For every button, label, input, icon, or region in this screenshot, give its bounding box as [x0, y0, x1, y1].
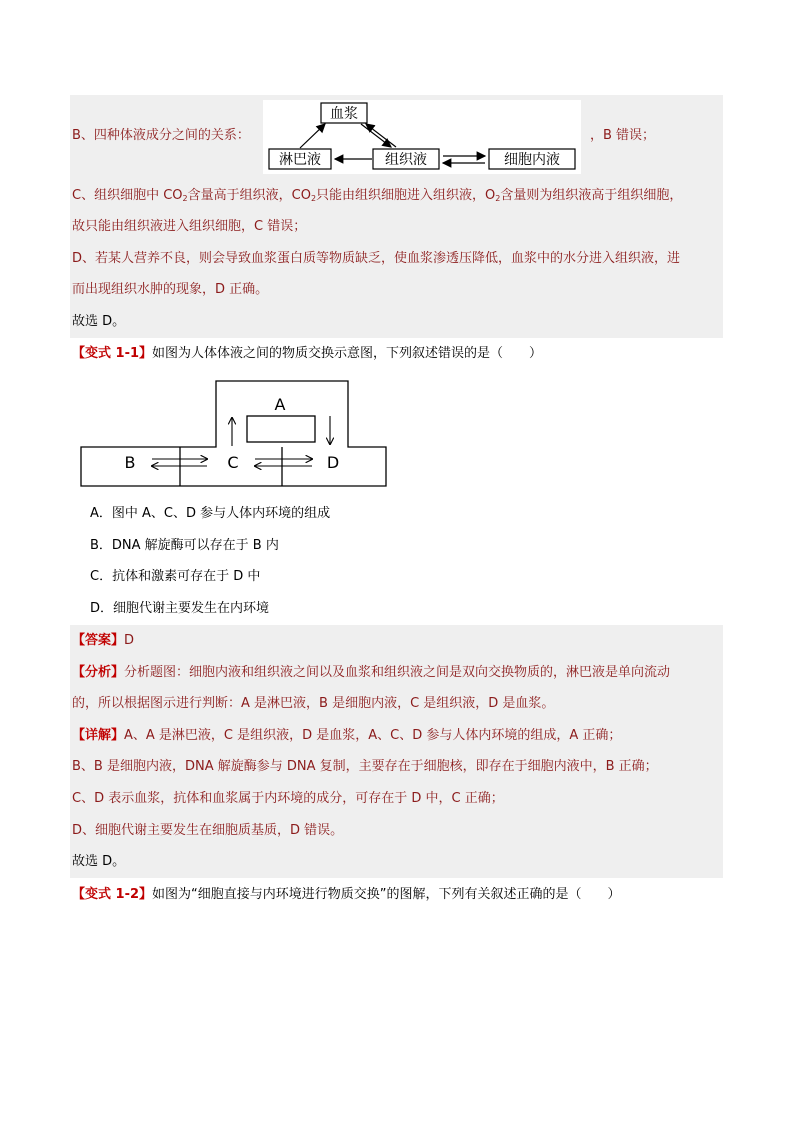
- answer-conclusion-2: 故选 D。: [72, 854, 126, 869]
- variant-1-1-tag: 【变式 1-1】: [72, 346, 153, 361]
- tissue-fluid-label: 组织液: [385, 152, 427, 168]
- variant-1-2-question: [72, 886, 621, 904]
- intracellular-label: 细胞内液: [504, 152, 560, 168]
- answer-d-line1: D、若某人营养不良，则会导致血浆蛋白质等物质缺乏，使血浆渗透压降低，血浆中的水分进入组织液，进: [72, 251, 681, 266]
- answer-b-suffix: ，B 错误；: [590, 128, 656, 143]
- lymph-vessel-box: [247, 416, 315, 442]
- answer-line: [72, 632, 134, 650]
- option-b: B．DNA 解旋酶可以存在于 B 内: [90, 538, 279, 553]
- answer-conclusion-1: 故选 D。: [72, 314, 126, 329]
- answer-d-line2: 而出现组织水肿的现象，D 正确。: [72, 282, 269, 297]
- option-a: A．图中 A、C、D 参与人体内环境的组成: [90, 506, 331, 521]
- detail-line1: 【详解】A、A 是淋巴液，C 是组织液，D 是血浆，A、C、D 参与人体内环境的组成，A 正确；: [72, 728, 622, 743]
- analysis-line1: 【分析】分析题图：细胞内液和组织液之间以及血浆和组织液之间是双向交换物质的，淋巴液是单向流动: [72, 665, 671, 680]
- answer-shade-2: [70, 625, 723, 878]
- label-c: C: [227, 453, 239, 472]
- answer-tag: 【答案】: [72, 633, 125, 648]
- option-c: C．抗体和激素可存在于 D 中: [90, 569, 261, 584]
- analysis-line2: 的，所以根据图示进行判断：A 是淋巴液，B 是细胞内液，C 是组织液，D 是血浆。: [72, 696, 555, 711]
- detail-line2: B、B 是细胞内液，DNA 解旋酶参与 DNA 复制，主要存在于细胞核，即存在于细胞内液中，B 正确；: [72, 759, 658, 774]
- variant-1-1-question: [72, 345, 542, 363]
- answer-c-line2: 故只能由组织液进入组织细胞，C 错误；: [72, 219, 307, 234]
- variant-1-1-question-text: 如图为人体体液之间的物质交换示意图，下列叙述错误的是（ ）: [152, 346, 543, 361]
- detail-line4: D、细胞代谢主要发生在细胞质基质，D 错误。: [72, 823, 344, 838]
- lymph-label: 淋巴液: [279, 152, 321, 168]
- answer-c-line1: C、组织细胞中 $CO_2$含量高于组织液，$CO_2$只能由组织细胞进入组织液，$O_2$含量则为组织液高于组织细胞，: [72, 188, 683, 203]
- label-b: B: [124, 453, 136, 472]
- detail-line3: C、D 表示血浆，抗体和血浆属于内环境的成分，可存在于 D 中，C 正确；: [72, 791, 504, 806]
- detail-tag: 【详解】: [72, 728, 125, 743]
- plasma-label: 血浆: [330, 106, 358, 122]
- body-fluid-relationship-diagram: [263, 100, 581, 174]
- variant-1-2-tag: 【变式 1-2】: [72, 887, 153, 902]
- variant-1-2-question-text: 如图为“细胞直接与内环境进行物质交换”的图解，下列有关叙述正确的是（ ）: [152, 887, 621, 902]
- option-d: D．细胞代谢主要发生在内环境: [90, 601, 270, 616]
- label-a: A: [274, 395, 286, 414]
- label-d: D: [326, 453, 340, 472]
- fluid-exchange-diagram: [80, 380, 388, 488]
- answer-value: D: [124, 633, 135, 648]
- analysis-tag: 【分析】: [72, 665, 125, 680]
- answer-b-prefix: B、四种体液成分之间的关系：: [72, 128, 250, 143]
